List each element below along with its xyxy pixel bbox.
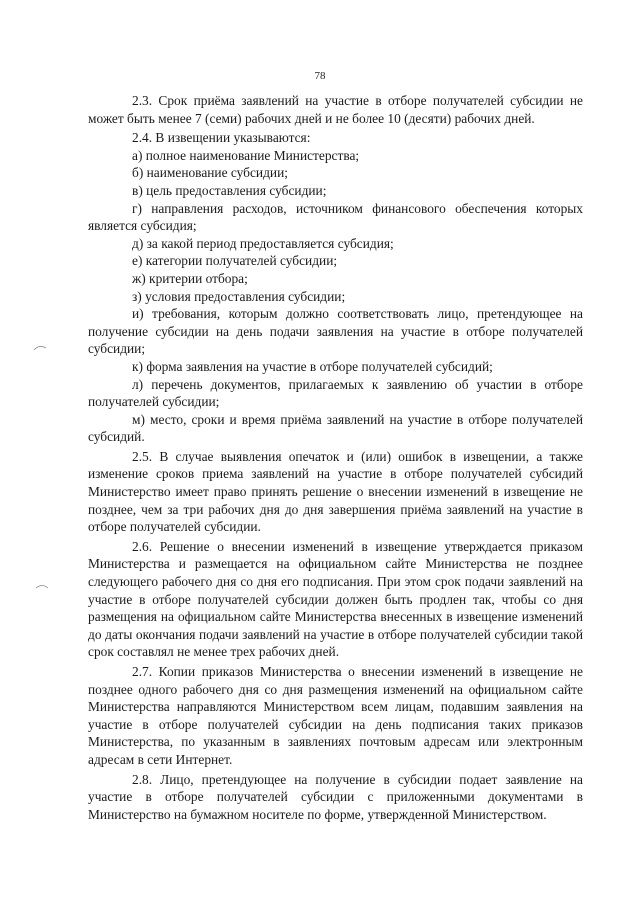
scan-mark-icon — [33, 343, 47, 353]
paragraph-2-4: 2.4. В извещении указываются: — [132, 130, 311, 146]
list-item-k: к) форма заявления на участие в отборе получателей субсидий; — [132, 358, 493, 374]
paragraph-2-6: 2.6. Решение о внесении изменений в извещение утверждается приказом Министерства и размещается на официальном сайте Министерства не позднее следующего рабочего дня со дня его подписания. При этом срок подачи заявлений на участие в отборе получателей субсидии должен быть продлен так, чтобы со дня размещения на официальном сайте Министерства внесенных в извещение изменений до даты окончания подачи заявлений на участие в отборе получателей субсидии такой срок составлял не менее трех рабочих дней. — [88, 538, 583, 660]
paragraph-2-7: 2.7. Копии приказов Министерства о внесении изменений в извещение не позднее одного рабочего дня со дня размещения изменений на официальном сайте Министерства направляются Министерством всем лицам, подавшим заявления на участие в отборе получателей субсидии на день подписания таких приказов Министерства, по указанным в заявлениях почтовым адресам или электронным адресам в сети Интернет. — [88, 664, 583, 767]
list-item-l: л) перечень документов, прилагаемых к заявлению об участии в отборе получателей субсидии; — [88, 376, 583, 410]
list-item-a: а) полное наименование Министерства; — [132, 147, 360, 163]
paragraph-2-8: 2.8. Лицо, претендующее на получение в субсидии подает заявление на участие в отборе получателей субсидии с приложенными документами в Министерство на бумажном носителе по форме, утвержденной Министерством. — [88, 771, 583, 822]
list-item-d: д) за какой период предоставляется субсидия; — [132, 235, 394, 251]
list-item-e: е) категории получателей субсидии; — [132, 253, 338, 269]
document-body — [88, 92, 583, 823]
list-item-g: г) направления расходов, источником финансового обеспечения которых является субсидия; — [88, 200, 583, 234]
list-item-zh: ж) критерии отбора; — [132, 270, 248, 286]
page-number: 78 — [314, 70, 326, 82]
list-item-i: и) требования, которым должно соответствовать лицо, претендующее на получение субсидии на день подачи заявления на участие в отборе получателей субсидии; — [88, 306, 583, 357]
paragraph-2-5: 2.5. В случае выявления опечаток и (или) ошибок в извещении, а также изменение сроков приема заявлений на участие в отборе получателей субсидий Министерство имеет право принять решение о внесении изменений в извещение не позднее, чем за три рабочих дня до дня завершения приёма заявлений на участие в отборе получателей субсидии. — [88, 448, 583, 535]
list-item-m: м) место, сроки и время приёма заявлений на участие в отборе получателей субсидий. — [88, 411, 583, 445]
list-item-z: з) условия предоставления субсидии; — [132, 288, 346, 304]
list-item-b: б) наименование субсидии; — [132, 165, 288, 181]
scan-mark-icon — [35, 582, 49, 592]
list-item-v: в) цель предоставления субсидии; — [132, 182, 327, 198]
paragraph-2-3: 2.3. Срок приёма заявлений на участие в отборе получателей субсидии не может быть менее 7 (семи) рабочих дней и не более 10 (десяти) рабочих дней. — [88, 93, 583, 126]
